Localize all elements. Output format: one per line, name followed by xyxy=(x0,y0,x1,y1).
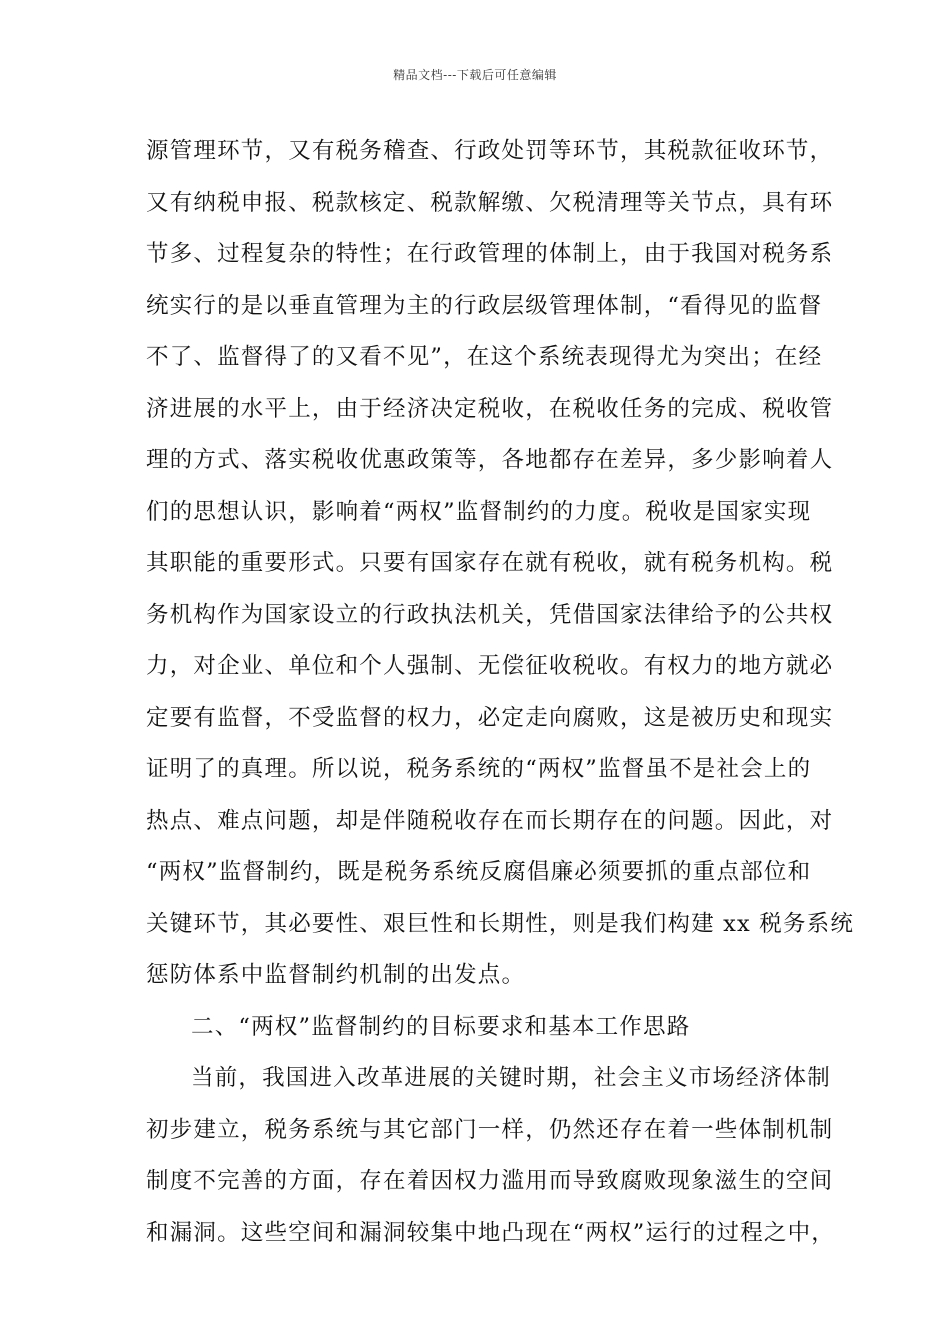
text-line: 热点、难点问题，却是伴随税收存在而长期存在的问题。因此，对 xyxy=(146,807,834,834)
text-line: 源管理环节，又有税务稽查、行政处罚等环节，其税款征收环节， xyxy=(146,138,834,164)
text-line: “两权”监督制约，既是税务系统反腐倡廉必须要抓的重点部位和 xyxy=(146,859,812,885)
text-line: 济进展的水平上，由于经济决定税收，在税收任务的完成、税收管 xyxy=(146,395,834,422)
section-heading: 二、“两权”监督制约的目标要求和基本工作思路 xyxy=(191,1013,691,1040)
page-header: 精品文档---下载后可任意编辑 xyxy=(393,68,557,82)
text-line: 又有纳税申报、税款核定、税款解缴、欠税清理等关节点，具有环 xyxy=(146,189,834,216)
text-line: 关键环节，其必要性、艰巨性和长期性，则是我们构建 xx 税务系统 xyxy=(146,910,855,937)
text-line: 当前，我国进入改革进展的关键时期，社会主义市场经济体制 xyxy=(191,1065,831,1091)
body-text xyxy=(146,131,855,1264)
text-line: 惩防体系中监督制约机制的出发点。 xyxy=(146,962,526,988)
text-line: 节多、过程复杂的特性；在行政管理的体制上，由于我国对税务系 xyxy=(146,241,834,267)
text-line: 们的思想认识，影响着“两权”监督制约的力度。税收是国家实现 xyxy=(146,498,812,525)
text-line: 理的方式、落实税收优惠政策等，各地都存在差异，多少影响着人 xyxy=(146,447,834,473)
text-line: 定要有监督，不受监督的权力，必定走向腐败，这是被历史和现实 xyxy=(146,704,834,731)
text-line: 制度不完善的方面，存在着因权力滥用而导致腐败现象滋生的空间 xyxy=(146,1168,834,1194)
text-line: 其职能的重要形式。只要有国家存在就有税收，就有税务机构。税 xyxy=(146,550,834,576)
text-line: 力，对企业、单位和个人强制、无偿征收税收。有权力的地方就必 xyxy=(146,653,834,679)
text-line: 务机构作为国家设立的行政执法机关，凭借国家法律给予的公共权 xyxy=(146,601,834,628)
text-line: 和漏洞。这些空间和漏洞较集中地凸现在“两权”运行的过程之中， xyxy=(146,1219,836,1246)
text-line: 统实行的是以垂直管理为主的行政层级管理体制，“看得见的监督 xyxy=(146,292,823,319)
text-line: 证明了的真理。所以说，税务系统的“两权”监督虽不是社会上的 xyxy=(146,756,812,782)
text-line: 不了、监督得了的又看不见”，在这个系统表现得尤为突出；在经 xyxy=(146,344,823,370)
text-line: 初步建立，税务系统与其它部门一样，仍然还存在着一些体制机制 xyxy=(146,1116,834,1143)
